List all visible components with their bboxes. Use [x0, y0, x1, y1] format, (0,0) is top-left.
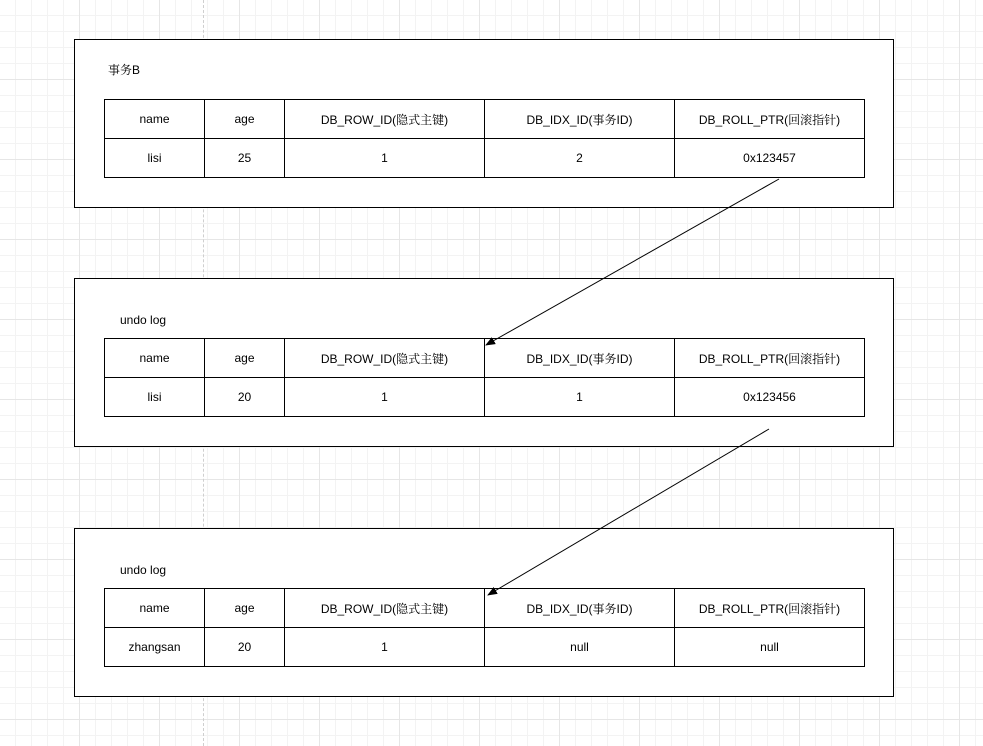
table-header-row: [105, 100, 865, 139]
record-container-undo-log-2[interactable]: [74, 528, 894, 697]
cell-db-idx-id: 1: [485, 378, 675, 417]
table-row: [105, 628, 865, 667]
table-header-row: [105, 589, 865, 628]
record-table: [104, 338, 865, 417]
header-cell-db-idx-id: DB_IDX_ID(事务ID): [485, 339, 675, 378]
header-cell-db-idx-id: DB_IDX_ID(事务ID): [485, 589, 675, 628]
header-cell-db-roll-ptr: DB_ROLL_PTR(回滚指针): [675, 589, 865, 628]
header-cell-db-roll-ptr: DB_ROLL_PTR(回滚指针): [675, 339, 865, 378]
cell-name: zhangsan: [105, 628, 205, 667]
header-cell-name: name: [105, 339, 205, 378]
record-table: [104, 99, 865, 178]
record-container-transaction-b[interactable]: [74, 39, 894, 208]
cell-age: 25: [205, 139, 285, 178]
cell-db-idx-id: 2: [485, 139, 675, 178]
cell-db-idx-id: null: [485, 628, 675, 667]
container-title: undo log: [120, 313, 167, 327]
table-header-row: [105, 339, 865, 378]
cell-name: lisi: [105, 378, 205, 417]
record-container-undo-log-1[interactable]: [74, 278, 894, 447]
header-cell-db-row-id: DB_ROW_ID(隐式主键): [285, 100, 485, 139]
cell-db-roll-ptr: null: [675, 628, 865, 667]
cell-db-row-id: 1: [285, 378, 485, 417]
record-table: [104, 588, 865, 667]
container-title: undo log: [120, 563, 167, 577]
cell-age: 20: [205, 628, 285, 667]
cell-db-row-id: 1: [285, 628, 485, 667]
header-cell-db-row-id: DB_ROW_ID(隐式主键): [285, 589, 485, 628]
table-row: [105, 378, 865, 417]
header-cell-db-roll-ptr: DB_ROLL_PTR(回滚指针): [675, 100, 865, 139]
header-cell-db-idx-id: DB_IDX_ID(事务ID): [485, 100, 675, 139]
header-cell-name: name: [105, 589, 205, 628]
container-title: 事务B: [108, 63, 141, 77]
header-cell-age: age: [205, 339, 285, 378]
table-row: [105, 139, 865, 178]
header-cell-age: age: [205, 100, 285, 139]
cell-db-roll-ptr: 0x123456: [675, 378, 865, 417]
cell-db-row-id: 1: [285, 139, 485, 178]
header-cell-name: name: [105, 100, 205, 139]
cell-age: 20: [205, 378, 285, 417]
header-cell-age: age: [205, 589, 285, 628]
header-cell-db-row-id: DB_ROW_ID(隐式主键): [285, 339, 485, 378]
cell-name: lisi: [105, 139, 205, 178]
cell-db-roll-ptr: 0x123457: [675, 139, 865, 178]
